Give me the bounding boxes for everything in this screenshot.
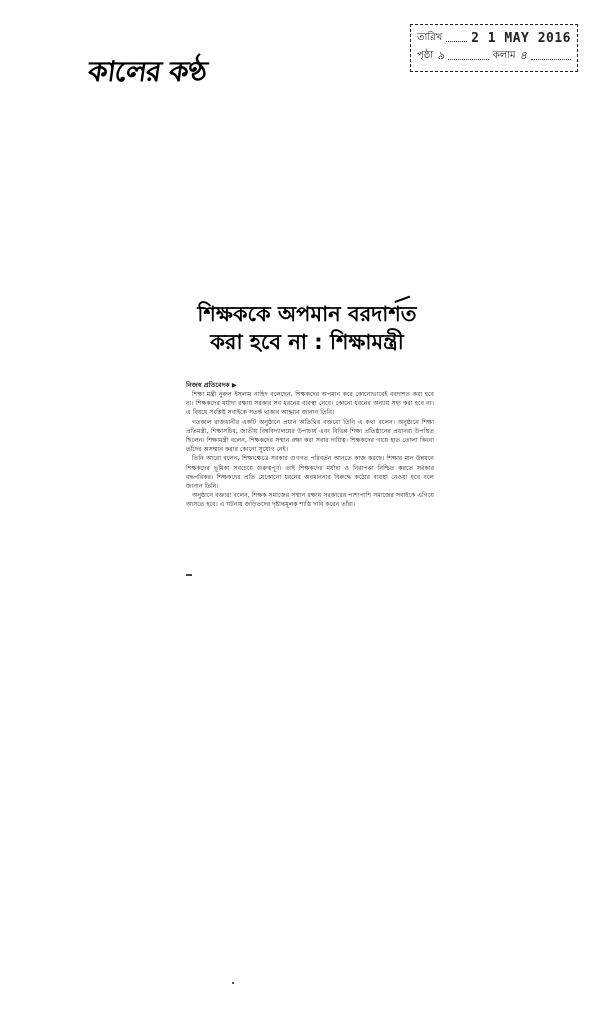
- scan-speck: [186, 574, 192, 576]
- article-paragraph: অনুষ্ঠানে বক্তারা বলেন, শিক্ষক সমাজের সম্মান রক্ষায় সরকারের পাশাপাশি সমাজের সবাইকে এগিয়ে আসতে হবে। এ ঘটনায় জড়িতদের দৃষ্টান্তমূলক শাস্তি দাবি করেন তাঁরা।: [186, 492, 434, 509]
- headline-line-1: শিক্ষককে অপমান বরদাশত: [197, 302, 417, 326]
- article-paragraph: তিনি আরো বলেন, শিক্ষাক্ষেত্রে সরকার গুণগত পরিবর্তন আনতে কাজ করছে। শিক্ষার মান উন্নয়নে শিক্ষকদের ভূমিকা সবচেয়ে গুরুত্বপূর্ণ। তাই শিক্ষকদের মর্যাদা ও নিরাপত্তা নিশ্চিত করতে সরকার বদ্ধপরিকর। শিক্ষকদের প্রতি যেকোনো ধরনের অবমাননার বিরুদ্ধে কঠোর ব্যবস্থা নেওয়া হবে বলে জানান তিনি।: [186, 455, 434, 491]
- article-paragraph: শিক্ষা মন্ত্রী নুরুল ইসলাম নাহিদ বলেছেন, শিক্ষকদের অপমান করে কোনোভাবেই বরদাশত করা হবে না। শিক্ষকদের মর্যাদা রক্ষায় সরকার সব ধরনের ব্যবস্থা নেবে। কোনো ধরনের অন্যায় সহ্য করা হবে না। এ বিষয়ে সংশ্লিষ্ট সবাইকে সতর্ক থাকার আহ্বান জানান তিনি।: [186, 391, 434, 417]
- stamp-date-row: [417, 29, 571, 47]
- article-body: [186, 390, 434, 510]
- stamp-date-value: 2 1 MAY 2016: [471, 30, 571, 46]
- stamp-divider: [531, 53, 571, 60]
- newspaper-masthead: কালের কণ্ঠ: [85, 55, 209, 88]
- headline-line-2: করা হবে না : শিক্ষামন্ত্রী: [210, 330, 404, 354]
- article-byline: নিজস্ব প্রতিবেদক ▶: [186, 381, 237, 389]
- news-clipping: [176, 300, 438, 570]
- article-paragraph: গতকাল রাজধানীর একটি অনুষ্ঠানে প্রধান অতিথির বক্তব্যে তিনি এ কথা বলেন। অনুষ্ঠানে শিক্ষা প্রতিমন্ত্রী, শিক্ষাসচিব, জাতীয় বিশ্ববিদ্যালয়ের উপাচার্য এবং বিভিন্ন শিক্ষা প্রতিষ্ঠানের প্রধানরা উপস্থিত ছিলেন। শিক্ষামন্ত্রী বলেন, শিক্ষকদের সম্মান রক্ষা করা সবার দায়িত্ব। শিক্ষকদের গায়ে হাত তোলা কিংবা তাঁদের অসম্মান করার কোনো সুযোগ নেই।: [186, 418, 434, 454]
- archive-date-stamp: [410, 24, 578, 72]
- stamp-page-row: [417, 47, 571, 65]
- stamp-date-label: তারিখ: [417, 31, 443, 43]
- stamp-divider: [448, 53, 488, 60]
- stamp-column-label: কলাম: [492, 49, 516, 61]
- stamp-page-value: ৯: [437, 48, 445, 62]
- stamp-page-label: পৃষ্ঠা: [417, 49, 434, 61]
- stamp-divider: [446, 35, 467, 42]
- stamp-column-value: ৪: [519, 48, 527, 62]
- scan-speck: [232, 982, 234, 984]
